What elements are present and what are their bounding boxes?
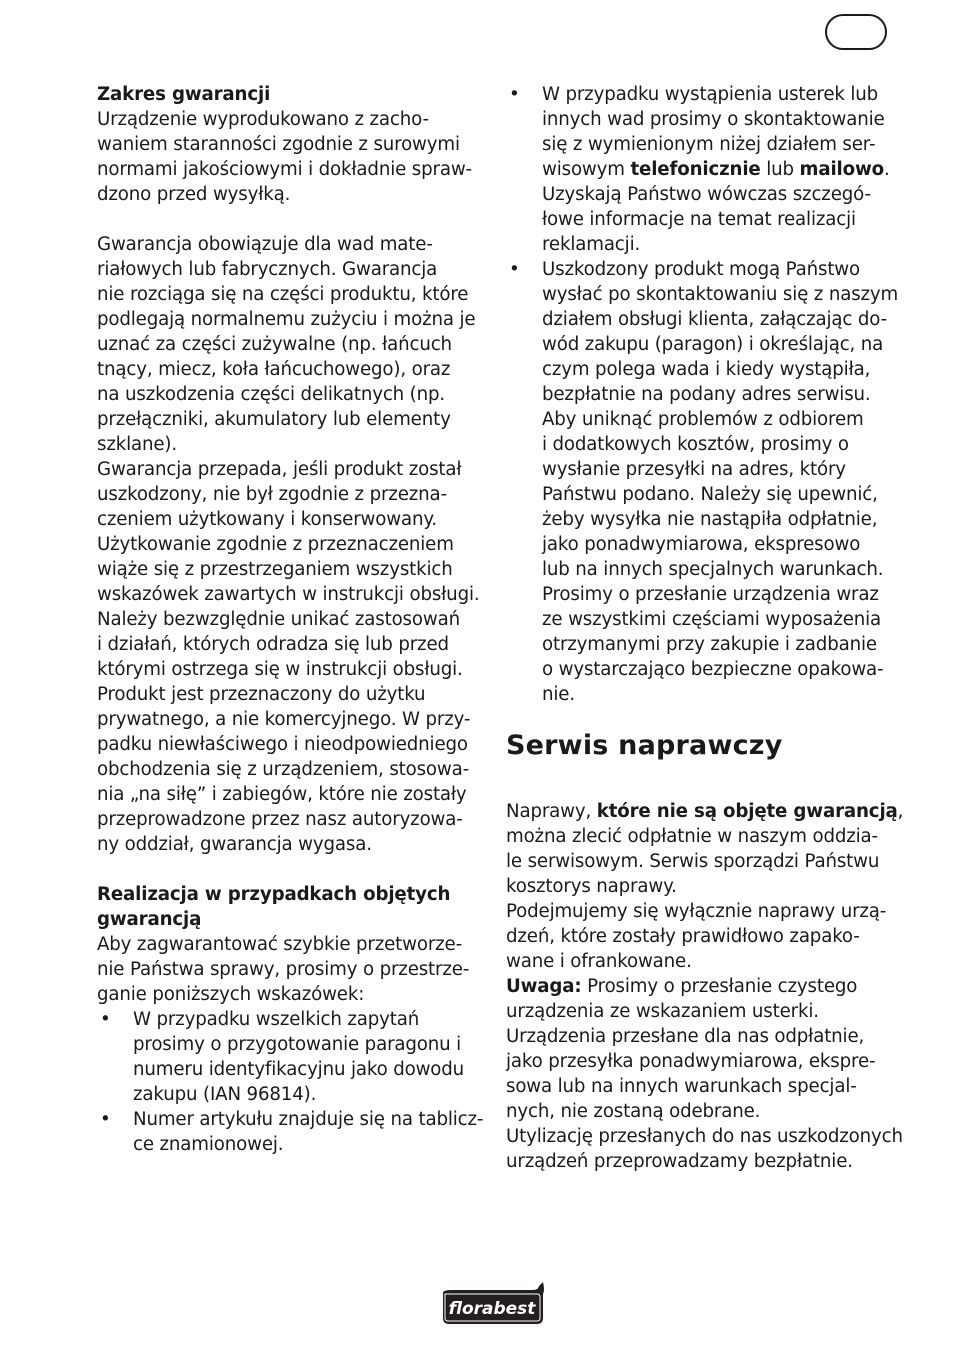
text-line: sowa lub na innych warunkach specjal- <box>506 1076 857 1097</box>
text-line: reklamacji. <box>542 234 641 255</box>
text-line: numeru identyfikacyjnu jako dowodu <box>133 1059 465 1080</box>
phone-contact-emphasis: telefonicznie <box>630 159 761 180</box>
text-line: nie rozciąga się na części produktu, które <box>97 284 469 305</box>
text-line: wiąże się z przestrzeganiem wszystkich <box>97 559 453 580</box>
text-line: nych, nie zostaną odebrane. <box>506 1101 761 1122</box>
text-line: czeniem użytkowany i konserwowany. <box>97 509 437 530</box>
text-fragment: wisowym <box>542 159 631 180</box>
text-line: Państwu podano. Należy się upewnić, <box>542 484 878 505</box>
list-item <box>97 1007 483 1107</box>
text-line: zakupu (IAN 96814). <box>133 1084 317 1105</box>
text-line: ze wszystkimi częściami wyposażenia <box>542 609 882 630</box>
non-warranty-emphasis: które nie są objęte gwarancją <box>596 801 898 822</box>
paragraph-warranty-terms <box>97 232 483 857</box>
text-line: jako przesyłka ponadwymiarowa, ekspre- <box>506 1051 876 1072</box>
text-line: działem obsługi klienta, załączając do- <box>542 309 887 330</box>
text-line <box>542 157 892 182</box>
text-line: łowe informacje na temat realizacji <box>542 209 856 230</box>
text-line: się z wymienionym niżej działem ser- <box>542 134 876 155</box>
text-line: nie. <box>542 684 575 705</box>
text-line: normami jakościowymi i dokładnie spraw- <box>97 159 472 180</box>
text-line: Gwarancja przepada, jeśli produkt został <box>97 459 462 480</box>
text-line: ganie poniższych wskazówek: <box>97 984 365 1005</box>
text-line: o wystarczająco bezpieczne opakowa- <box>542 659 884 680</box>
bullet-icon: • <box>100 1109 111 1130</box>
text-line: ny oddział, gwarancja wygasa. <box>97 834 372 855</box>
text-line: jako ponadwymiarowa, ekspresowo <box>542 534 861 555</box>
text-line: Urządzenia przesłane dla nas odpłatnie, <box>506 1026 865 1047</box>
email-contact-emphasis: mailowo <box>799 159 884 180</box>
text-line: szklane). <box>97 434 177 455</box>
language-badge <box>825 14 887 50</box>
list-item <box>506 82 892 257</box>
note-label: Uwaga: <box>506 976 582 997</box>
text-line: Aby uniknąć problemów z odbiorem <box>542 409 864 430</box>
text-line: uznać za części zużywalne (np. łańcuch <box>97 334 452 355</box>
text-line: W przypadku wszelkich zapytań <box>133 1009 420 1030</box>
text-line: na uszkodzenia części delikatnych (np. <box>97 384 446 405</box>
text-line: bezpłatnie na podany adres serwisu. <box>542 384 871 405</box>
paragraph-warranty-intro <box>97 107 483 207</box>
right-column <box>506 82 904 1174</box>
text-fragment: lub <box>760 159 800 180</box>
logo-text: florabest <box>448 1299 536 1319</box>
text-line: przełączniki, akumulatory lub elementy <box>97 409 451 430</box>
text-line: kosztorys naprawy. <box>506 876 677 897</box>
text-line: uszkodzony, nie był zgodnie z przezna- <box>97 484 447 505</box>
text-line: W przypadku wystąpienia usterek lub <box>542 84 879 105</box>
text-line: padku niewłaściwego i nieodpowiedniego <box>97 734 468 755</box>
text-line: wysłać po skontaktowaniu się z naszym <box>542 284 899 305</box>
text-line: otrzymanymi przy zakupie i zadbanie <box>542 634 877 655</box>
text-line: którymi ostrzega się w instrukcji obsługi. <box>97 659 463 680</box>
text-line: le serwisowym. Serwis sporządzi Państwu <box>506 851 880 872</box>
text-fragment: Naprawy, <box>506 801 597 822</box>
text-line: waniem staranności zgodnie z surowymi <box>97 134 460 155</box>
text-line: i dodatkowych kosztów, prosimy o <box>542 434 849 455</box>
text-line: tnący, miecz, koła łańcuchowego), oraz <box>97 359 451 380</box>
text-fragment: . <box>883 159 890 180</box>
text-line: innych wad prosimy o skontaktowanie <box>542 109 885 130</box>
heading-warranty-claims-cont: gwarancją <box>97 909 202 930</box>
text-line <box>506 799 904 824</box>
bullet-icon: • <box>509 259 520 280</box>
text-line: lub na innych specjalnych warunkach. <box>542 559 884 580</box>
text-line: wysłanie przesyłki na adres, który <box>542 459 846 480</box>
text-line: żeby wysyłka nie nastąpiła odpłatnie, <box>542 509 878 530</box>
left-column <box>97 82 483 1157</box>
text-line: Produkt jest przeznaczony do użytku <box>97 684 426 705</box>
text-line: urządzenia ze wskazaniem usterki. <box>506 1001 819 1022</box>
text-line: nia „na siłę” i zabiegów, które nie zostały <box>97 784 467 805</box>
text-line: Należy bezwzględnie unikać zastosowań <box>97 609 460 630</box>
text-line: wskazówek zawartych w instrukcji obsługi. <box>97 584 480 605</box>
bullet-icon: • <box>100 1009 111 1030</box>
text-line: Aby zagwarantować szybkie przetworze- <box>97 934 463 955</box>
text-line: nie Państwa sprawy, prosimy o przestrze- <box>97 959 470 980</box>
text-line: prosimy o przygotowanie paragonu i <box>133 1034 462 1055</box>
text-line: Prosimy o przesłanie urządzenia wraz <box>542 584 879 605</box>
text-line: podlegają normalnemu zużyciu i można je <box>97 309 476 330</box>
paragraph-claims-intro <box>97 932 483 1007</box>
text-line: dzeń, które zostały prawidłowo zapako- <box>506 926 860 947</box>
list-item <box>506 257 899 707</box>
text-line: dzono przed wysyłką. <box>97 184 291 205</box>
list-item <box>97 1107 483 1157</box>
text-fragment: Prosimy o przesłanie czystego <box>581 976 858 997</box>
text-line: urządzeń przeprowadzamy bezpłatnie. <box>506 1151 853 1172</box>
text-line: Numer artykułu znajduje się na tablicz- <box>133 1109 484 1130</box>
heading-warranty-claims: Realizacja w przypadkach objętych <box>97 884 451 905</box>
text-line <box>506 974 892 999</box>
section-title-repair-service: Serwis naprawczy <box>506 730 783 761</box>
text-line: Podejmujemy się wyłącznie naprawy urzą- <box>506 901 887 922</box>
text-line: prywatnego, a nie komercyjnego. W przy- <box>97 709 471 730</box>
text-line: riałowych lub fabrycznych. Gwarancja <box>97 259 438 280</box>
text-line: Uzyskają Państwo wówczas szczegó- <box>542 184 871 205</box>
text-line: wód zakupu (paragon) i określając, na <box>542 334 884 355</box>
text-line: Utylizację przesłanych do nas uszkodzonych <box>506 1126 903 1147</box>
heading-warranty-scope: Zakres gwarancji <box>97 84 271 105</box>
florabest-logo <box>437 1280 549 1328</box>
text-line: obchodzenia się z urządzeniem, stosowa- <box>97 759 470 780</box>
text-fragment: , <box>897 801 904 822</box>
text-line: czym polega wada i kiedy wystąpiła, <box>542 359 871 380</box>
text-line: wane i ofrankowane. <box>506 951 692 972</box>
paragraph-repair-service <box>506 799 904 1174</box>
text-line: przeprowadzone przez nasz autoryzowa- <box>97 809 463 830</box>
bullet-icon: • <box>509 84 520 105</box>
text-line: Użytkowanie zgodnie z przeznaczeniem <box>97 534 454 555</box>
text-line: i działań, których odradza się lub przed <box>97 634 449 655</box>
text-line: Gwarancja obowiązuje dla wad mate- <box>97 234 433 255</box>
text-line: ce znamionowej. <box>133 1134 284 1155</box>
text-line: można zlecić odpłatnie w naszym oddzia- <box>506 826 878 847</box>
text-line: Urządzenie wyprodukowano z zacho- <box>97 109 429 130</box>
text-line: Uszkodzony produkt mogą Państwo <box>542 259 860 280</box>
